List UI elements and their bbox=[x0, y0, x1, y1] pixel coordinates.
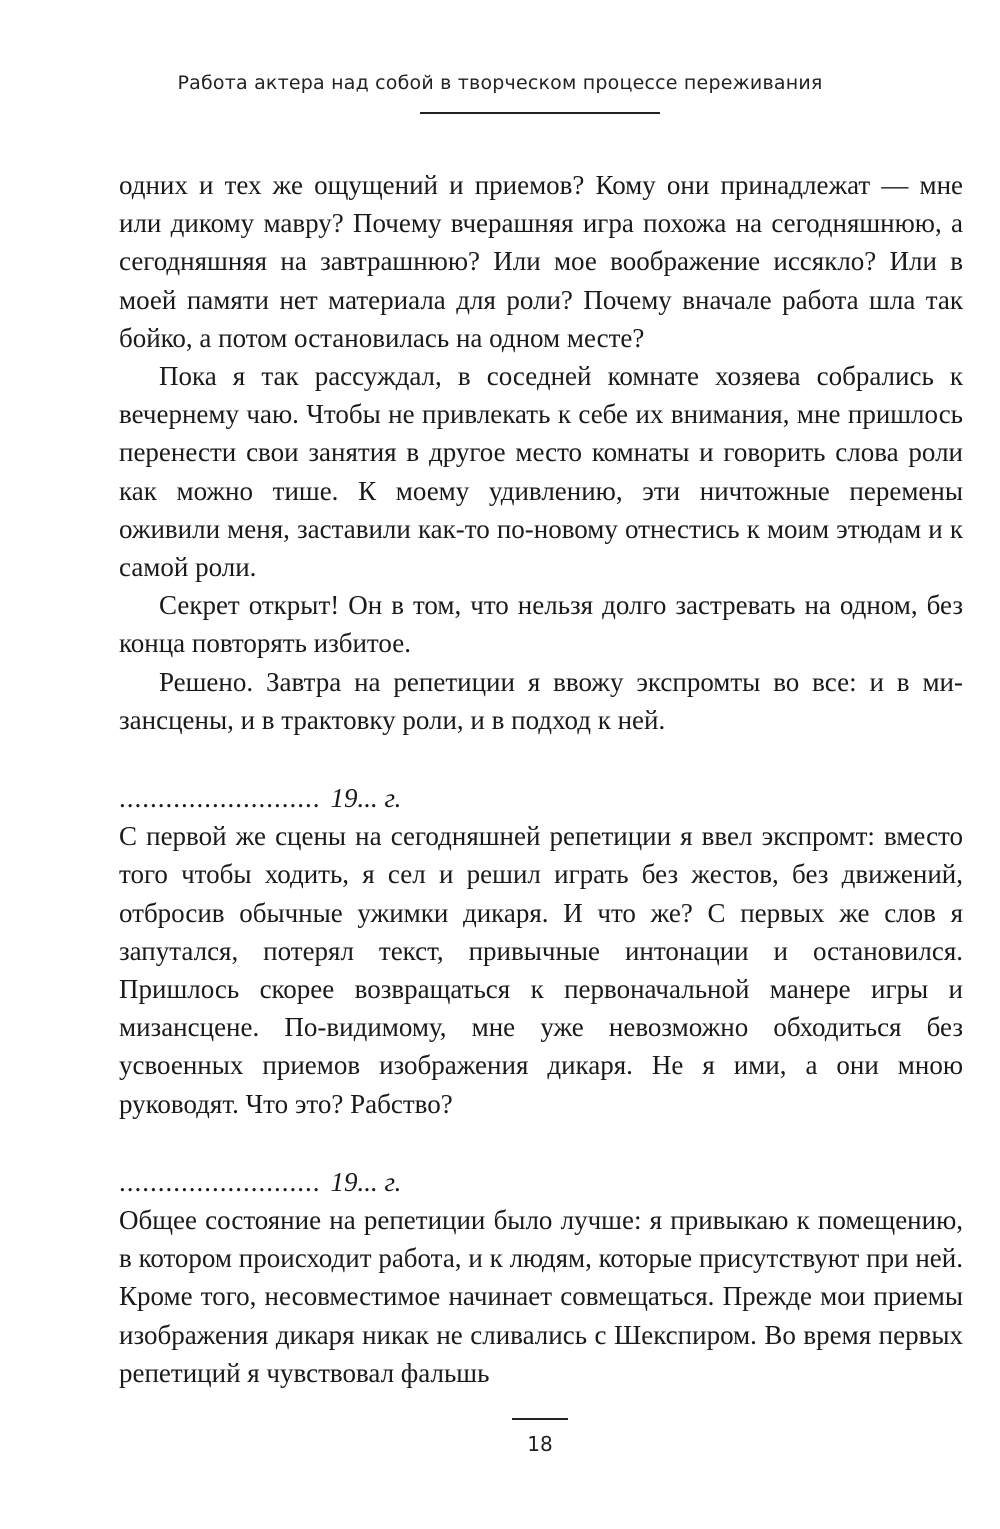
running-header: Работа актера над собой в творческом процессе переживания bbox=[177, 72, 823, 94]
paragraph: одних и тех же ощущений и приемов? Кому они принадлежат — мне или дикому мавру? Почему вчерашняя игра похожа на сегодняшнюю, а сегодняшняя на завтрашнюю? Или мое воображение иссякло? Или в моей памяти нет материала для роли? Почему вначале работа шла так бойко, а потом остановилась на одном месте? bbox=[119, 170, 963, 353]
section-gap bbox=[119, 739, 963, 779]
diary-date-heading bbox=[119, 779, 963, 817]
paragraph: Пока я так рассуждал, в соседней комнате хозяева собрались к вечернему чаю. Чтобы не привлекать к себе их внимания, мне пришлось перенести свои занятия в другое место комнаты и говорить слова роли как можно тише. К моему удивлению, эти ничтожные перемены оживили меня, заставили как-то по-новому отнестись к моим этюдам и к самой роли. bbox=[119, 361, 963, 583]
diary-date-heading bbox=[119, 1163, 963, 1201]
date-leader-dots: .......................... bbox=[119, 1166, 321, 1197]
header-rule bbox=[420, 112, 660, 114]
paragraph: Секрет открыт! Он в том, что нельзя долго застревать на одном, без конца повторять избитое. bbox=[119, 590, 963, 659]
diary-date: 19... г. bbox=[330, 1166, 402, 1197]
footer-rule bbox=[512, 1418, 568, 1420]
page-body bbox=[119, 166, 963, 1392]
section-gap bbox=[119, 1123, 963, 1163]
diary-entry-text: С первой же сцены на сегодняшней репетиции я ввел экспромт: вместо того чтобы ходить, я сел и решил играть без жестов, без движений, отбросив обычные ужимки дикаря. И что же? С первых же слов я запутался, потерял текст, привычные интонации и остановился. Пришлось скорее возвращаться к первоначальной манере игры и мизансцене. По-видимому, мне уже невозможно обходиться без усвоенных приемов изображения дикаря. Не я ими, а они мною руководят. Что это? Рабство? bbox=[119, 821, 963, 1119]
paragraph: Решено. Завтра на репетиции я ввожу экспромты во все: и в мизансцены, и в трактовку роли, и в подход к ней. bbox=[119, 666, 963, 735]
diary-date: 19... г. bbox=[330, 783, 402, 814]
page-number: 18 bbox=[527, 1432, 553, 1456]
date-leader-dots: .......................... bbox=[119, 783, 321, 814]
diary-entry-text: Общее состояние на репетиции было лучше: я привыкаю к помещению, в котором происходит работа, и к людям, которые присутствуют при ней. Кроме того, несовместимое начинает совмещаться. Прежде мои приемы изображения дикаря никак не сливались с Шекспиром. Во время первых репетиций я чувствовал фальшь bbox=[119, 1205, 963, 1388]
